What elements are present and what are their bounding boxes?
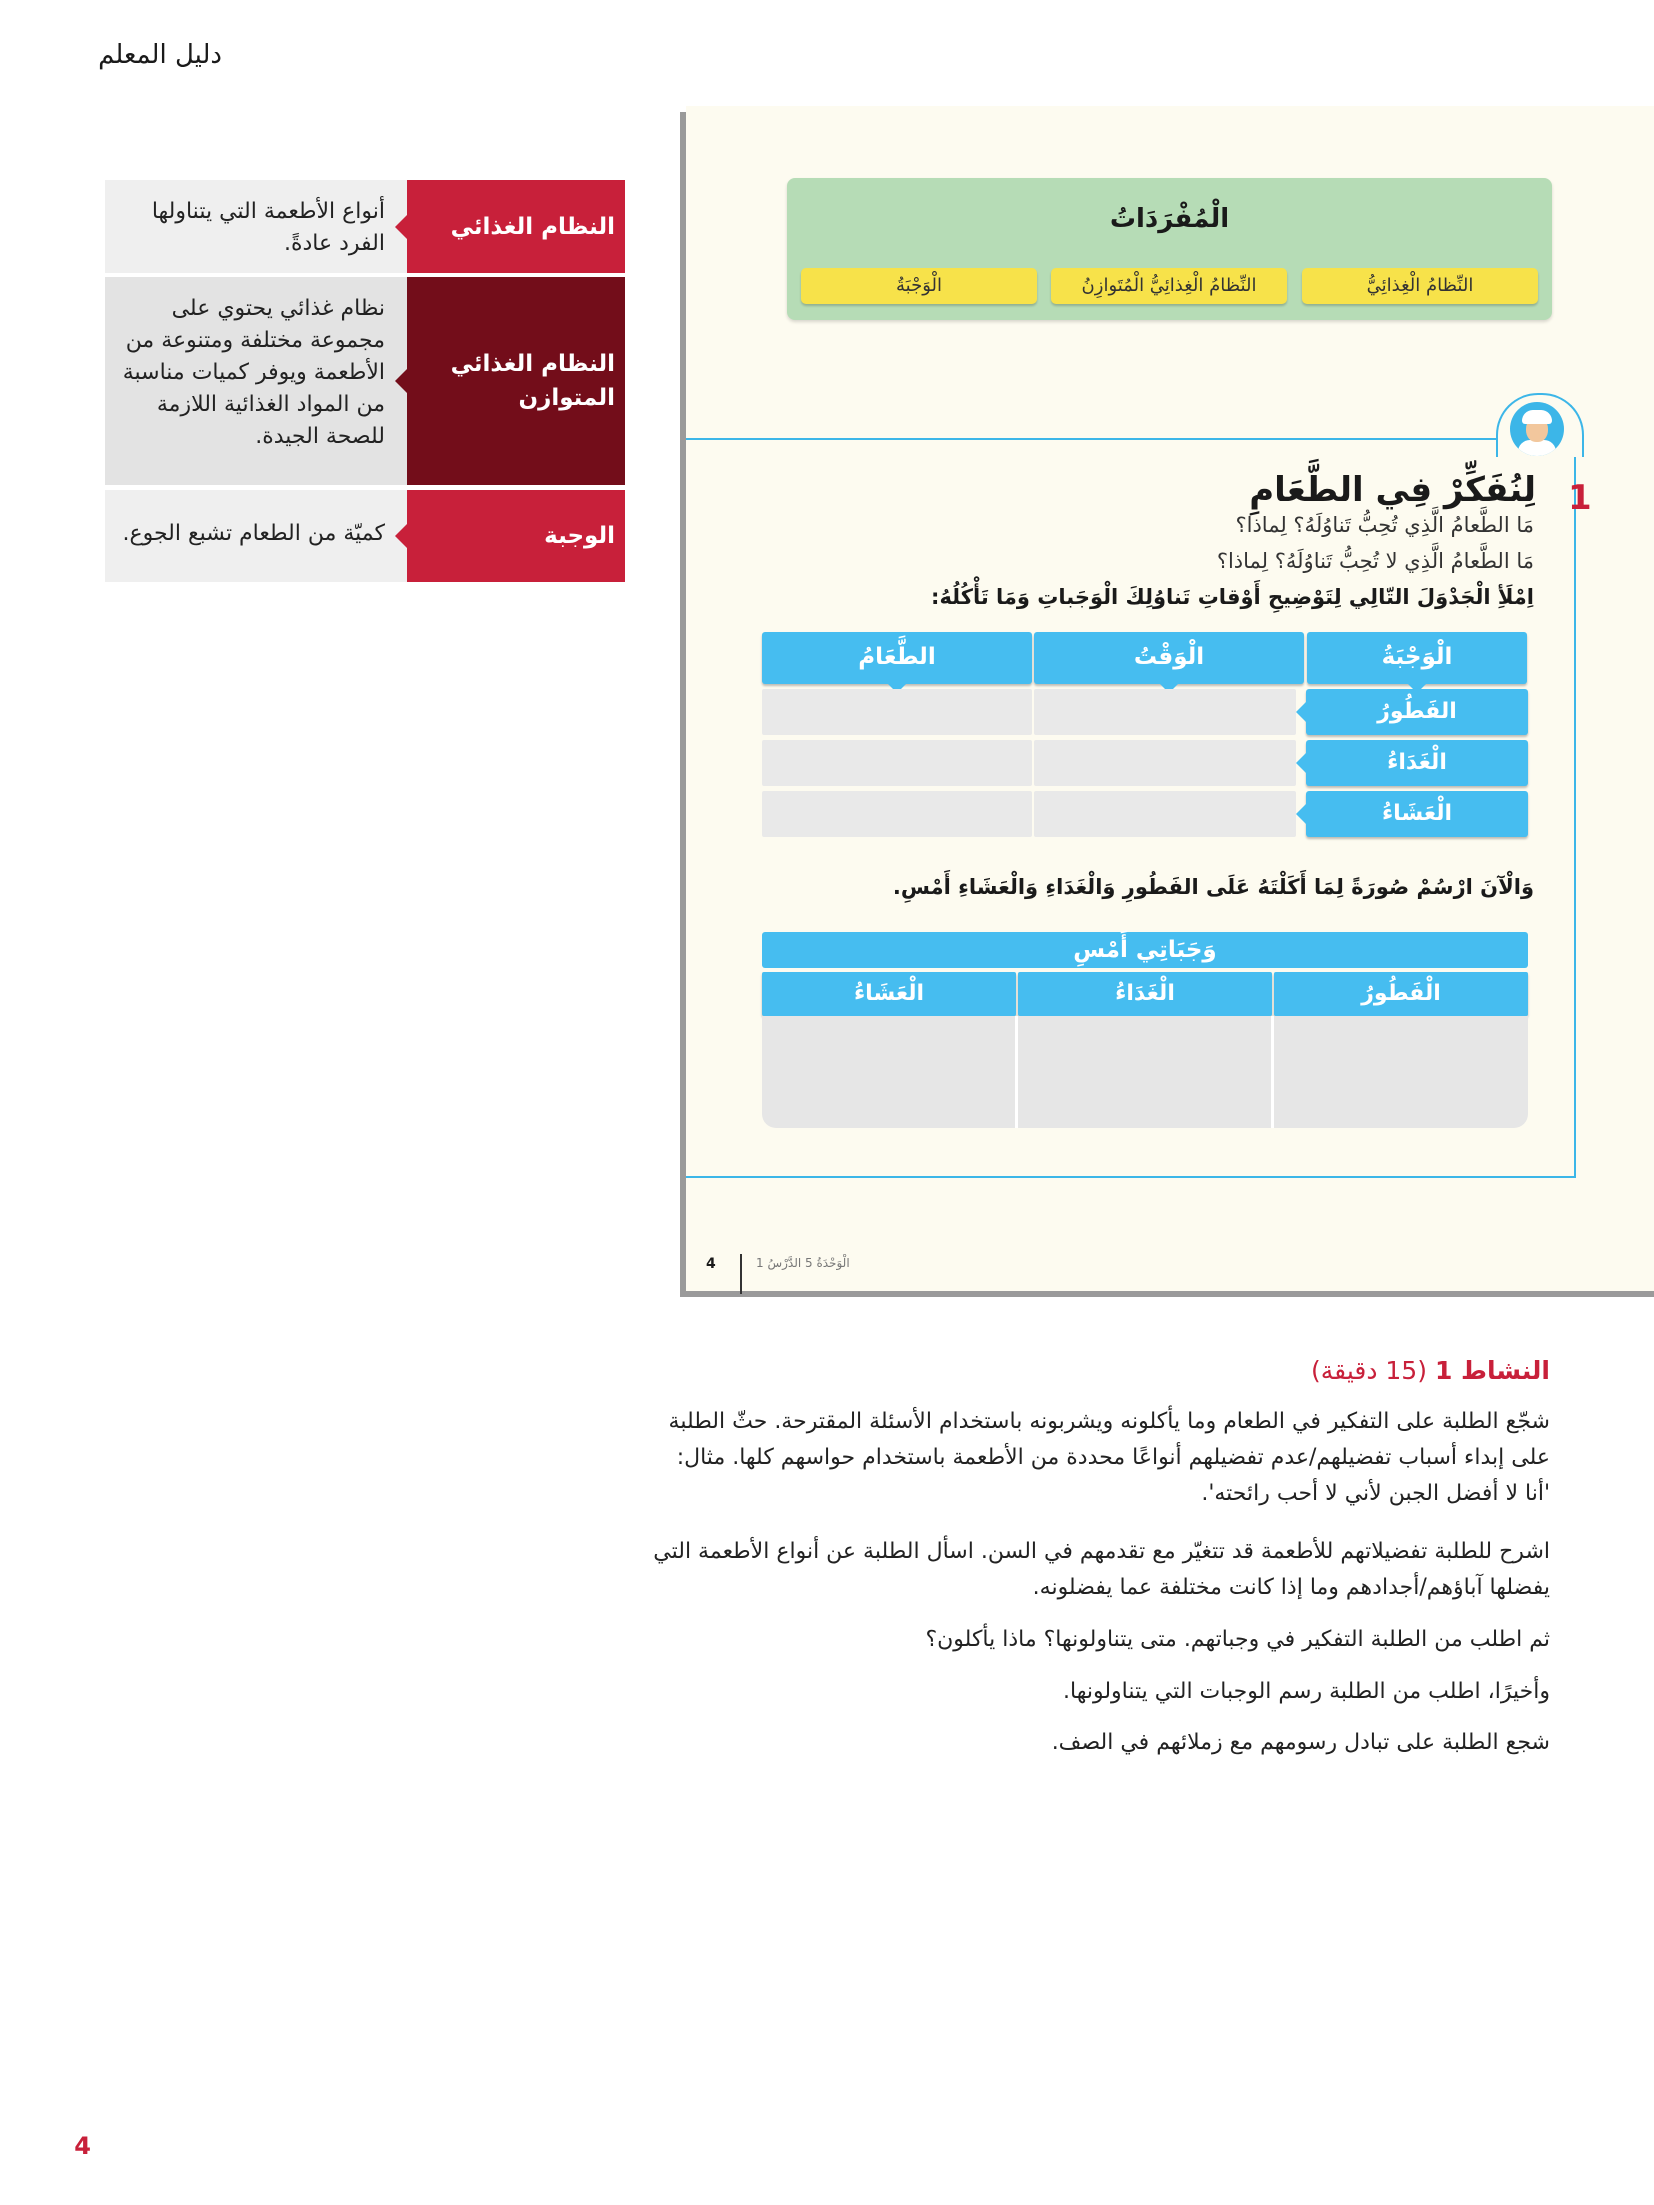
glossary-definition: كميّة من الطعام تشبع الجوع.	[105, 490, 407, 582]
book-page-number: 4	[706, 1256, 716, 1272]
activity-heading	[1311, 1356, 1550, 1385]
table1-header: الطَّعَامُ	[762, 632, 1032, 684]
notes-paragraph: وأخيرًا، اطلب من الطلبة رسم الوجبات التي يتناولونها.	[1063, 1679, 1550, 1704]
activity-label: النشاط 1	[1434, 1356, 1550, 1385]
table2-column-header: الْغَدَاءُ	[1018, 972, 1272, 1016]
book-footer-divider	[740, 1254, 742, 1294]
activity-number: 1	[1568, 478, 1592, 518]
table1-cell[interactable]	[1034, 791, 1296, 837]
table1-cell[interactable]	[762, 689, 1032, 735]
activity-frame-bottom	[686, 1176, 1576, 1178]
notes-paragraph: شجع الطلبة على تبادل رسومهم مع زملائهم في الصف.	[1051, 1730, 1550, 1755]
page-number: 4	[74, 2132, 91, 2160]
glossary-row	[105, 490, 625, 582]
glossary-row	[105, 180, 625, 273]
table1-row-header: الْغَدَاءُ	[1306, 740, 1528, 786]
table1-cell[interactable]	[762, 791, 1032, 837]
notes-paragraph: ثم اطلب من الطلبة التفكير في وجباتهم. متى يتناولونها؟ ماذا يأكلون؟	[925, 1627, 1550, 1652]
drawing-divider	[1271, 1016, 1274, 1128]
glossary-definition: أنواع الأطعمة التي يتناولها الفرد عادةً.	[105, 180, 407, 273]
guide-title: دليل المعلم	[98, 40, 222, 70]
table1-cell[interactable]	[1034, 689, 1296, 735]
activity-frame-side	[1574, 438, 1576, 1178]
glossary-term: الوجبة	[407, 490, 625, 582]
table1-row-header: الْعَشَاءُ	[1306, 791, 1528, 837]
table1-header: الْوَجْبَةُ	[1307, 632, 1527, 684]
vocab-chip: النِّظامُ الْغِذائِيُّ الْمُتَوازِنُ	[1051, 268, 1287, 304]
glossary-definition: نظام غذائي يحتوي على مجموعة مختلفة ومتنوعة من الأطعمة ويوفر كميات مناسبة من المواد الغذائية اللازمة للصحة الجيدة.	[105, 277, 407, 485]
question-line: مَا الطَّعامُ الَّذِي لا تُحِبُّ تَناوُلَهُ؟ لِماذا؟	[1216, 549, 1534, 573]
drawing-divider	[1015, 1016, 1018, 1128]
glossary-row	[105, 277, 625, 485]
instruction-line: اِمْلَأِ الْجَدْوَلَ التّالِي لِتَوْضِيحِ أَوْقاتِ تَناوُلِكَ الْوَجَباتِ وَمَا تَأْكُلُهُ:	[931, 585, 1534, 609]
notes-paragraph: اشرح للطلبة تفضيلاتهم للأطعمة قد تتغيّر مع تقدمهم في السن. اسأل الطلبة عن أنواع الأطعمة التي يفضلها آباؤهم/أجدادهم وما إذا كانت مختلفة عما يفضلونه.	[653, 1539, 1550, 1600]
vocab-chip: الْوَجْبَةُ	[801, 268, 1037, 304]
notes-paragraph: شجّع الطلبة على التفكير في الطعام وما يأكلونه ويشربونه باستخدام الأسئلة المقترحة. حثّ الطلبة على إبداء أسباب تفضيلهم/عدم تفضيلهم أنواعًا محددة من الأطعمة باستخدام حواسهم كلها. مثال: 'أنا لا أفضل الجبن لأني لا أحب رائحته'.	[668, 1409, 1550, 1506]
glossary-table	[105, 180, 625, 585]
instruction-line: وَالْآنَ ارْسُمْ صُورَةً لِمَا أَكَلْتَهُ عَلَى الفَطُورِ وَالْغَدَاءِ وَالْعَشَاءِ أَمْسِ.	[892, 875, 1534, 899]
activity-title: لِنُفَكِّرْ فِي الطَّعَامِ	[1249, 470, 1536, 510]
drawing-area[interactable]	[762, 1016, 1528, 1128]
table2-title: وَجَبَاتِي أَمْسِ	[762, 932, 1528, 968]
activity-duration: (15 دقيقة)	[1311, 1356, 1427, 1385]
glossary-term: النظام الغذائي المتوازن	[407, 277, 625, 485]
table1-row-header: الفَطُورُ	[1306, 689, 1528, 735]
table1-cell[interactable]	[1034, 740, 1296, 786]
table1-cell[interactable]	[762, 740, 1032, 786]
vocabulary-title: الْمُفْرَدَاتُ	[1109, 204, 1230, 234]
activity-frame-top	[686, 438, 1562, 440]
teacher-avatar-icon	[1510, 402, 1564, 456]
table1-header: الْوَقْتُ	[1034, 632, 1304, 684]
vocab-chip: النِّظامُ الْغِذائِيُّ	[1302, 268, 1538, 304]
table2-column-header: الْعَشَاءُ	[762, 972, 1016, 1016]
question-line: مَا الطَّعامُ الَّذِي تُحِبُّ تَناوُلَهُ؟ لِماذا؟	[1235, 513, 1534, 537]
table2-column-header: الْفَطُورُ	[1274, 972, 1528, 1016]
glossary-term: النظام الغذائي	[407, 180, 625, 273]
book-footer-label: الْوَحْدَةُ 5 الدَّرْسُ 1	[756, 1256, 850, 1270]
